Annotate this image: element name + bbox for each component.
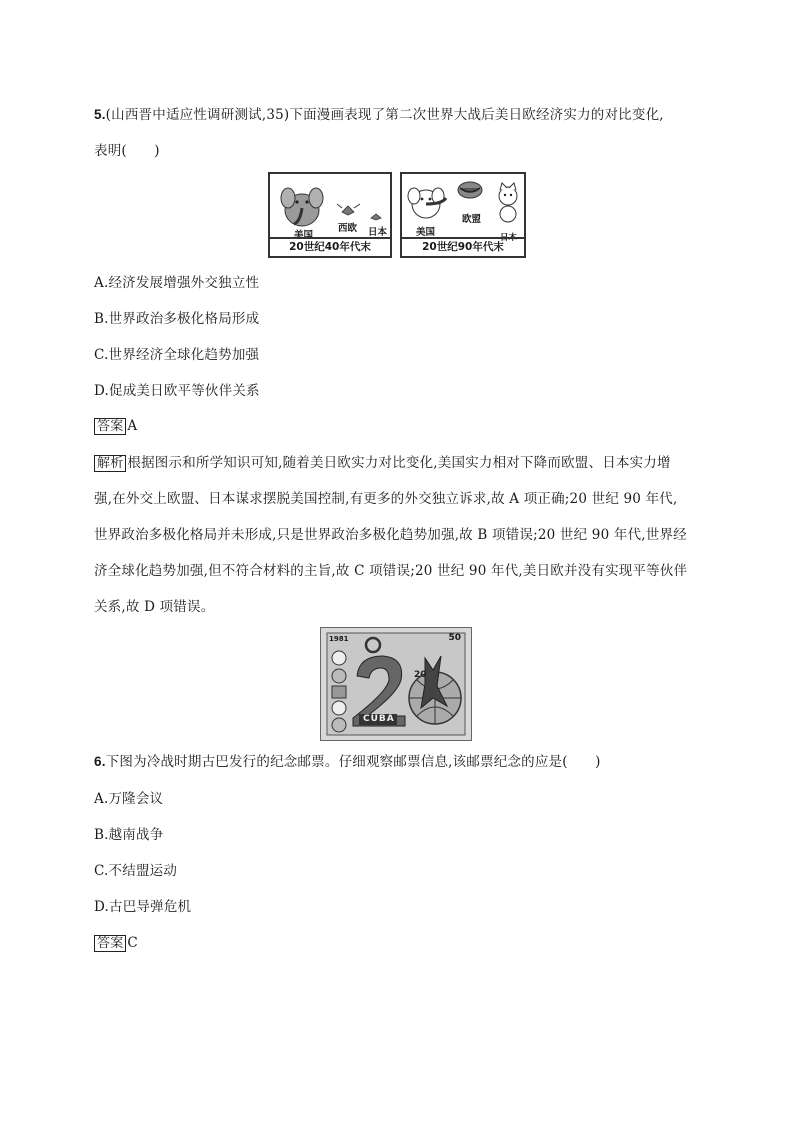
q5-analysis-line4: 济全球化趋势加强,但不符合材料的主旨,故 C 项错误;20 世纪 90 年代,美日欧并没有实现平等伙伴 xyxy=(94,563,688,579)
q5-option-c: C.世界经济全球化趋势加强 xyxy=(94,347,260,363)
q5-analysis-tag: 解析 xyxy=(94,455,126,472)
cartoon-1990s xyxy=(400,172,526,258)
stamp-country: CUBA xyxy=(363,714,395,724)
cuba-stamp-image xyxy=(320,627,472,741)
q6-stem xyxy=(94,753,601,771)
q6-number: 6. xyxy=(94,754,106,769)
q5-option-b: B.世界政治多极化格局形成 xyxy=(94,311,260,327)
q5-analysis-line1-row xyxy=(94,454,671,472)
q5-analysis-line1: 根据图示和所学知识可知,随着美日欧实力对比变化,美国实力相对下降而欧盟、日本实力增 xyxy=(127,455,671,471)
cartoon-1990s-caption: 20世纪90年代末 xyxy=(402,237,524,256)
q6-option-b: B.越南战争 xyxy=(94,827,164,843)
q6-option-d: D.古巴导弹危机 xyxy=(94,899,192,915)
q5-stem-line2: 表明( ) xyxy=(94,143,160,159)
cartoon-1940s-label-us: 美国 xyxy=(294,230,314,241)
cartoon-1990s-label-us: 美国 xyxy=(416,227,436,238)
q5-answer: A xyxy=(127,418,138,434)
q5-analysis-line5: 关系,故 D 项错误。 xyxy=(94,599,215,615)
cartoon-1940s-caption: 20世纪40年代末 xyxy=(270,237,390,256)
cartoon-1990s-label-jp: 日本 xyxy=(500,233,518,243)
q5-analysis-line2: 强,在外交上欧盟、日本谋求摆脱美国控制,有更多的外交独立诉求,故 A 项正确;20 世纪 90 年代, xyxy=(94,491,678,507)
q6-option-c: C.不结盟运动 xyxy=(94,863,178,879)
stamp-big-number: 20 xyxy=(414,670,427,680)
q6-answer: C xyxy=(127,935,138,951)
q5-analysis-line3: 世界政治多极化格局并未形成,只是世界政治多极化趋势加强,故 B 项错误;20 世纪 90 年代,世界经 xyxy=(94,527,687,543)
cartoon-1990s-label-eu: 欧盟 xyxy=(462,214,482,225)
q5-stem-line1: (山西晋中适应性调研测试,35)下面漫画表现了第二次世界大战后美日欧经济实力的对比变化, xyxy=(105,107,664,123)
q5-option-d: D.促成美日欧平等伙伴关系 xyxy=(94,383,260,399)
q6-answer-row xyxy=(94,934,138,952)
q5-answer-tag: 答案 xyxy=(94,418,126,435)
cartoon-1940s xyxy=(268,172,392,258)
cuba-stamp-drawing xyxy=(321,628,471,740)
stamp-value: 50 xyxy=(448,633,461,643)
q6-stem-text: 下图为冷战时期古巴发行的纪念邮票。仔细观察邮票信息,该邮票纪念的应是( ) xyxy=(105,754,601,770)
cartoon-1940s-label-we: 西欧 xyxy=(338,223,358,234)
q5-number: 5. xyxy=(94,107,106,122)
q6-option-a: A.万隆会议 xyxy=(94,791,164,807)
q6-answer-tag: 答案 xyxy=(94,935,126,952)
stamp-year: 1981 xyxy=(329,635,349,643)
q5-option-a: A.经济发展增强外交独立性 xyxy=(94,275,260,291)
q5-answer-row xyxy=(94,417,137,435)
cartoon-1940s-label-jp: 日本 xyxy=(368,227,388,238)
q5-stem xyxy=(94,106,664,124)
